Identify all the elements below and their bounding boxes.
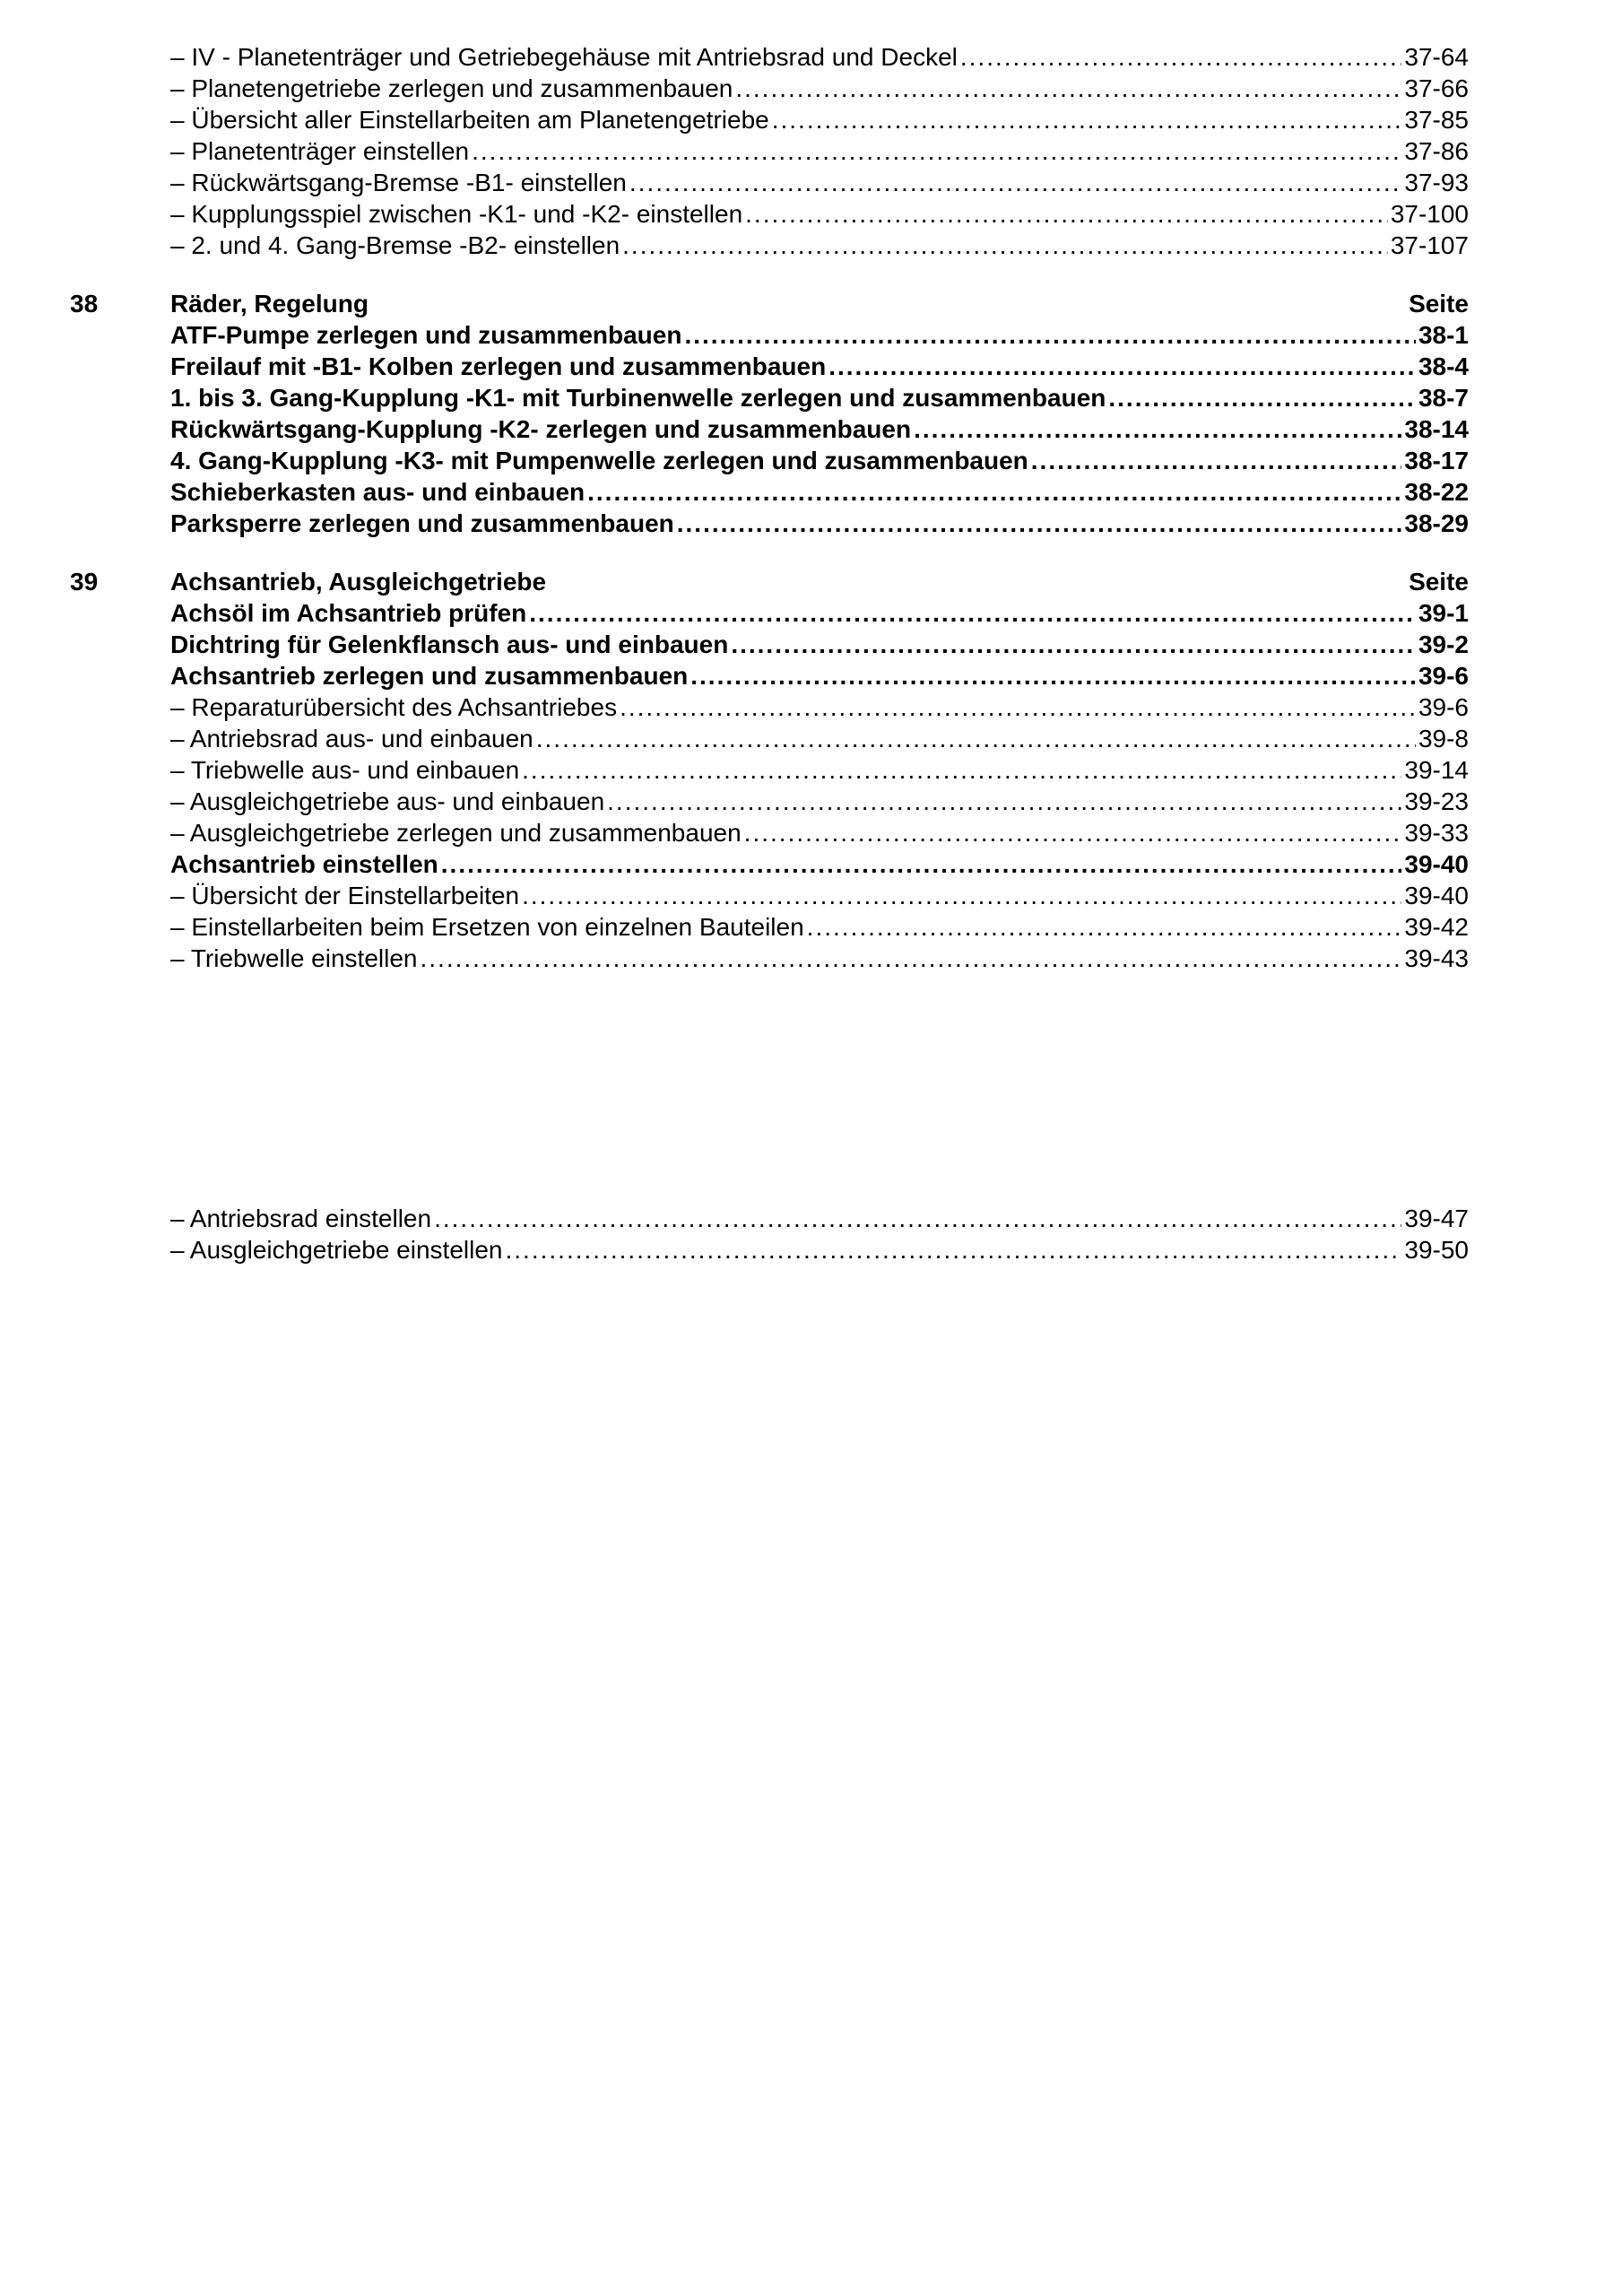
dot-leader <box>772 104 1402 135</box>
dot-leader <box>607 786 1401 817</box>
toc-entry-page: 38-4 <box>1418 352 1469 380</box>
toc-entry-page: 38-29 <box>1404 509 1469 537</box>
toc-entry-label: Schieberkasten aus- und einbauen <box>170 478 585 506</box>
toc-section <box>170 1203 1469 1265</box>
dot-leader <box>441 848 1402 880</box>
toc-entry-label: Dichtring für Gelenkflansch aus- und einbauen <box>170 631 729 658</box>
toc-entry-page: 39-23 <box>1404 787 1469 815</box>
toc-entry <box>170 691 1469 723</box>
toc-entry <box>170 723 1469 754</box>
toc-entry-page: 37-86 <box>1404 137 1469 165</box>
toc-entry <box>170 817 1469 848</box>
toc-entry-label: Rückwärtsgang-Kupplung -K2- zerlegen und zusammenbauen <box>170 415 912 443</box>
dot-leader <box>745 198 1388 230</box>
dot-leader <box>731 629 1416 660</box>
toc-entry-label: – Antriebsrad aus- und einbauen <box>170 725 533 752</box>
section-title: Achsantrieb, Ausgleichgetriebe <box>170 568 547 596</box>
section-number: 39 <box>70 568 99 596</box>
toc-entry <box>170 230 1469 261</box>
dot-leader <box>629 167 1401 198</box>
toc-entry <box>170 476 1469 508</box>
toc-entry-label: – Planetengetriebe zerlegen und zusammenbauen <box>170 74 733 102</box>
toc-entry-label: – Antriebsrad einstellen <box>170 1205 432 1232</box>
toc-entry <box>170 1234 1469 1265</box>
section-title: Räder, Regelung <box>170 290 369 317</box>
toc-entry-label: – Ausgleichgetriebe aus- und einbauen <box>170 787 605 815</box>
toc-entry-label: ATF-Pumpe zerlegen und zusammenbauen <box>170 321 682 349</box>
toc-entry <box>170 508 1469 539</box>
toc-entry <box>170 198 1469 230</box>
toc-entry <box>170 786 1469 817</box>
section-header-row <box>70 288 1469 319</box>
dot-leader <box>914 413 1401 445</box>
toc-entry <box>170 413 1469 445</box>
toc-entry <box>170 135 1469 167</box>
toc-entry <box>170 848 1469 880</box>
toc-entry <box>170 597 1469 629</box>
toc-entry-label: – Ausgleichgetriebe zerlegen und zusammenbauen <box>170 819 742 847</box>
toc-entry-label: – Übersicht aller Einstellarbeiten am Planetengetriebe <box>170 106 769 134</box>
table-of-contents <box>70 41 1469 1265</box>
toc-entry-label: – Rückwärtsgang-Bremse -B1- einstellen <box>170 169 627 196</box>
toc-entry-page: 39-43 <box>1404 944 1469 972</box>
toc-entry <box>170 319 1469 351</box>
dot-leader <box>522 754 1401 786</box>
dot-leader <box>807 911 1402 943</box>
dot-leader <box>536 723 1416 754</box>
dot-leader <box>522 880 1401 911</box>
toc-entry <box>170 1203 1469 1234</box>
dot-leader <box>1031 445 1402 476</box>
toc-entry <box>170 629 1469 660</box>
page-column-header: Seite <box>1409 568 1469 596</box>
dot-leader <box>744 817 1402 848</box>
toc-entry-page: 38-22 <box>1404 478 1469 506</box>
toc-entry <box>170 104 1469 135</box>
toc-entry-page: 38-7 <box>1418 384 1469 412</box>
dot-leader <box>677 508 1402 539</box>
toc-entry-page: 38-17 <box>1404 447 1469 474</box>
toc-entry <box>170 911 1469 943</box>
dot-leader <box>622 230 1388 261</box>
dot-leader <box>690 660 1416 691</box>
toc-section <box>170 41 1469 261</box>
dot-leader <box>505 1234 1401 1265</box>
toc-entry-page: 39-40 <box>1404 882 1469 909</box>
toc-entry-page: 37-93 <box>1404 169 1469 196</box>
toc-entry <box>170 445 1469 476</box>
toc-entry-page: 37-66 <box>1404 74 1469 102</box>
toc-entry-label: Parksperre zerlegen und zusammenbauen <box>170 509 674 537</box>
toc-entry-page: 39-42 <box>1404 913 1469 941</box>
toc-entry-label: – 2. und 4. Gang-Bremse -B2- einstellen <box>170 231 620 259</box>
toc-entry-label: Achsöl im Achsantrieb prüfen <box>170 599 527 627</box>
toc-entry-page: 39-6 <box>1418 693 1469 721</box>
toc-entry-page: 39-50 <box>1404 1236 1469 1264</box>
dot-leader <box>684 319 1416 351</box>
toc-entry-page: 37-107 <box>1390 231 1469 259</box>
dot-leader <box>529 597 1416 629</box>
toc-entry-label: Freilauf mit -B1- Kolben zerlegen und zusammenbauen <box>170 352 827 380</box>
toc-entry-label: – Triebwelle aus- und einbauen <box>170 756 520 784</box>
toc-entry <box>170 41 1469 73</box>
toc-entry-page: 39-6 <box>1418 662 1469 690</box>
dot-leader <box>587 476 1401 508</box>
toc-entry-page: 39-47 <box>1404 1205 1469 1232</box>
toc-entry-page: 37-100 <box>1390 200 1469 228</box>
toc-entry-page: 39-40 <box>1404 850 1469 878</box>
dot-leader <box>434 1203 1401 1234</box>
section-number: 38 <box>70 290 99 317</box>
toc-entry <box>170 880 1469 911</box>
toc-entry-label: – Kupplungsspiel zwischen -K1- und -K2- einstellen <box>170 200 743 228</box>
dot-leader <box>1108 382 1416 413</box>
toc-entry <box>170 660 1469 691</box>
toc-entry-label: 4. Gang-Kupplung -K3- mit Pumpenwelle zerlegen und zusammenbauen <box>170 447 1028 474</box>
toc-entry-label: – Planetenträger einstellen <box>170 137 470 165</box>
toc-entry-page: 38-14 <box>1404 415 1469 443</box>
section-header-row <box>70 566 1469 597</box>
toc-entry-page: 39-2 <box>1418 631 1469 658</box>
toc-entry-page: 39-33 <box>1404 819 1469 847</box>
toc-entry-label: – Ausgleichgetriebe einstellen <box>170 1236 503 1264</box>
toc-entry-page: 39-1 <box>1418 599 1469 627</box>
dot-leader <box>735 73 1401 104</box>
toc-entry-label: – IV - Planetenträger und Getriebegehäuse mit Antriebsrad und Deckel <box>170 43 958 71</box>
toc-entry-label: – Triebwelle einstellen <box>170 944 418 972</box>
toc-entry <box>170 943 1469 974</box>
toc-entry-label: – Einstellarbeiten beim Ersetzen von einzelnen Bauteilen <box>170 913 804 941</box>
toc-entry <box>170 73 1469 104</box>
toc-entry-label: – Reparaturübersicht des Achsantriebes <box>170 693 618 721</box>
dot-leader <box>828 351 1416 382</box>
toc-entry <box>170 754 1469 786</box>
dot-leader <box>421 943 1402 974</box>
dot-leader <box>620 691 1416 723</box>
toc-entry-label: Achsantrieb einstellen <box>170 850 438 878</box>
toc-entry-page: 39-8 <box>1418 725 1469 752</box>
toc-entry-page: 37-85 <box>1404 106 1469 134</box>
page-column-header: Seite <box>1409 290 1469 317</box>
toc-entry <box>170 351 1469 382</box>
toc-entry <box>170 382 1469 413</box>
toc-section <box>70 566 1469 974</box>
toc-entry-label: Achsantrieb zerlegen und zusammenbauen <box>170 662 689 690</box>
dot-leader <box>960 41 1402 73</box>
dot-leader <box>472 135 1401 167</box>
toc-entry-page: 37-64 <box>1404 43 1469 71</box>
toc-section <box>70 288 1469 539</box>
toc-entry <box>170 167 1469 198</box>
toc-entry-page: 39-14 <box>1404 756 1469 784</box>
toc-entry-label: 1. bis 3. Gang-Kupplung -K1- mit Turbinenwelle zerlegen und zusammenbauen <box>170 384 1106 412</box>
toc-entry-page: 38-1 <box>1418 321 1469 349</box>
toc-entry-label: – Übersicht der Einstellarbeiten <box>170 882 520 909</box>
